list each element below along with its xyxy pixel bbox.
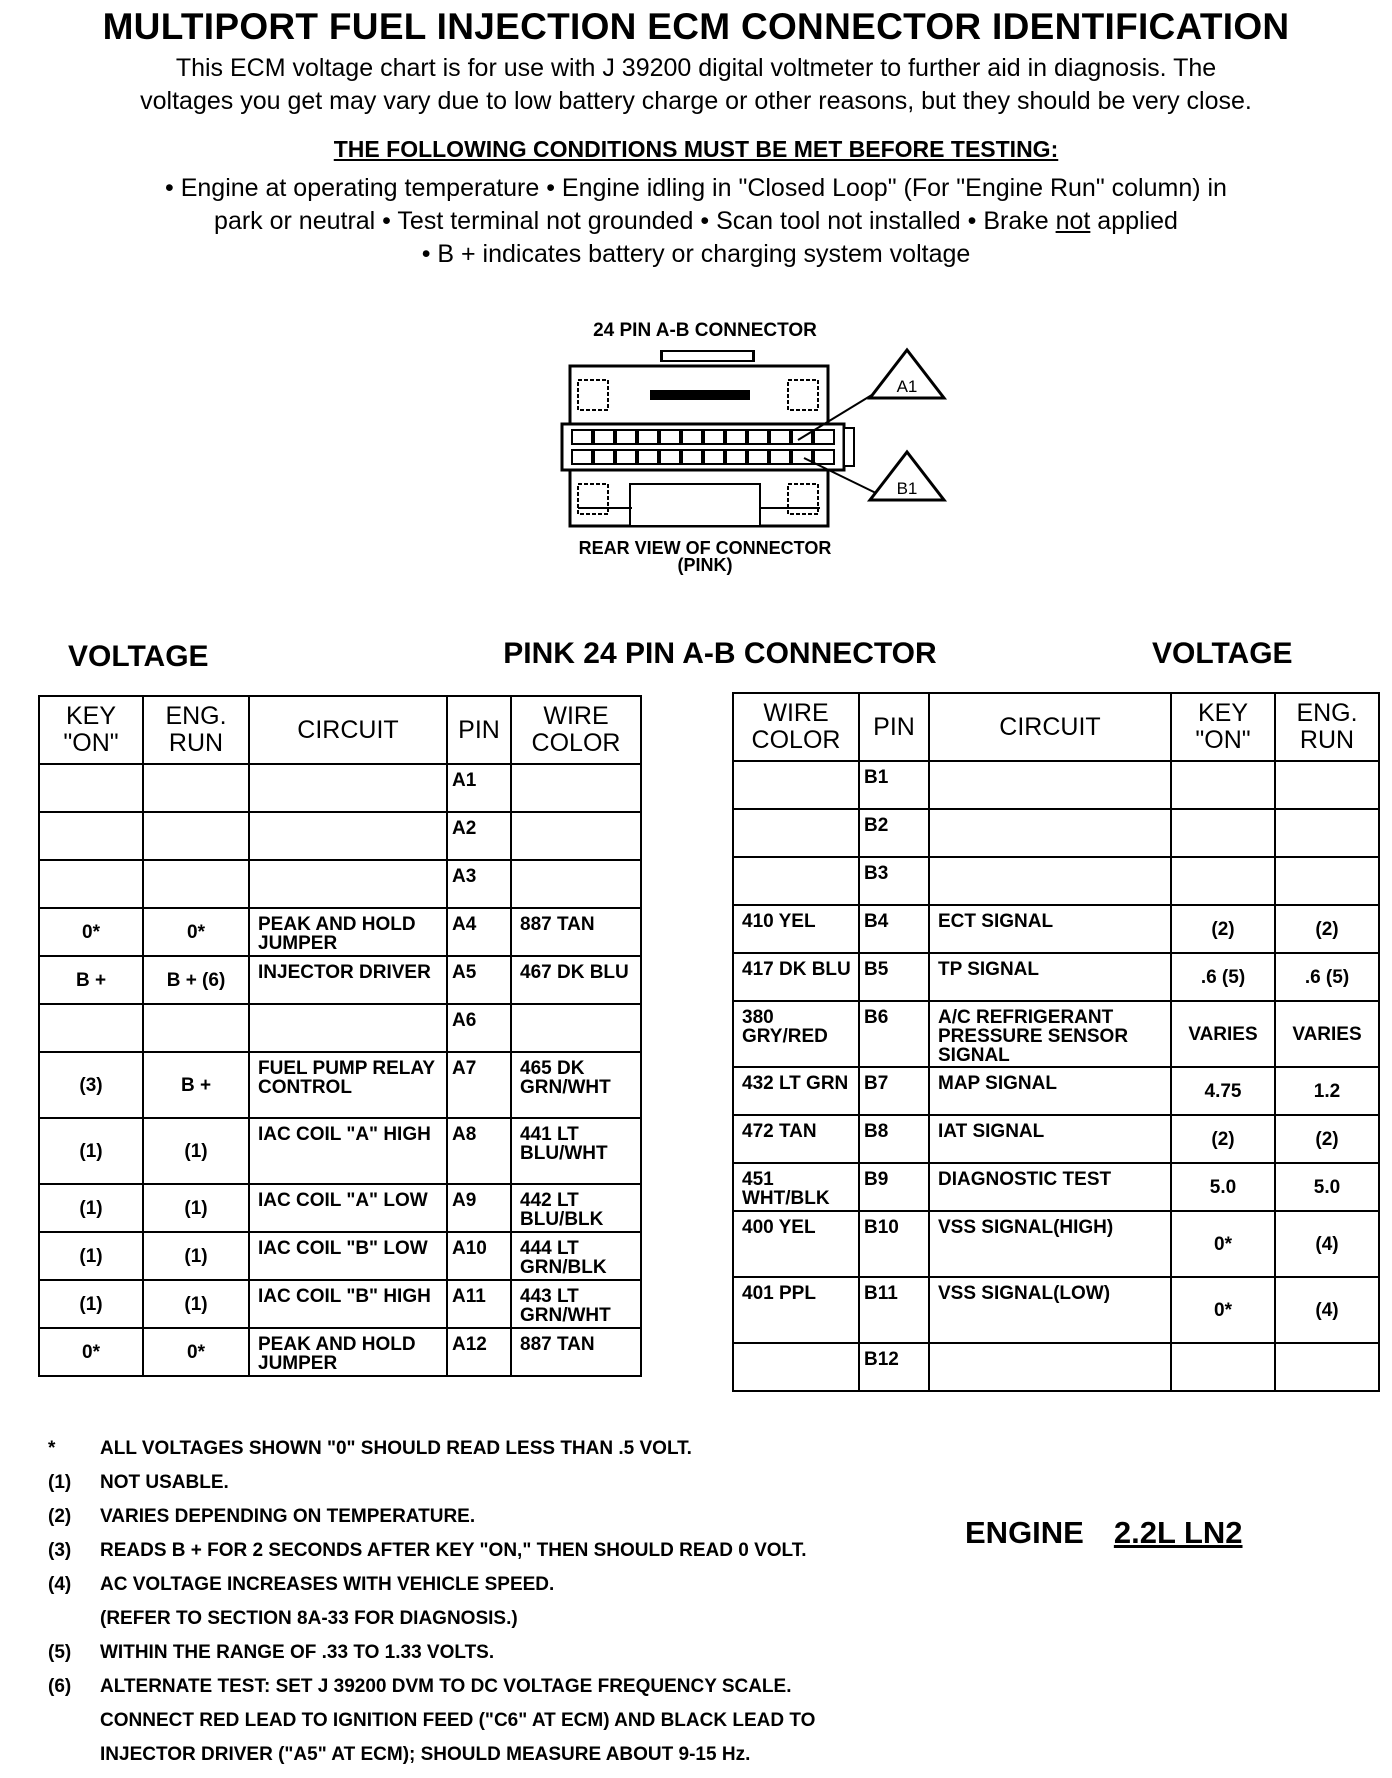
footnote xyxy=(48,1636,928,1670)
cell-circuit: IAT SIGNAL xyxy=(929,1115,1171,1163)
cell-wire-color xyxy=(733,1343,859,1391)
cell-wire-color: 410 YEL xyxy=(733,905,859,953)
cell-pin: B9 xyxy=(859,1163,929,1211)
table-row xyxy=(39,1280,641,1328)
cell-key-on: 0* xyxy=(39,1328,143,1376)
cell-circuit xyxy=(929,761,1171,809)
cell-pin: A2 xyxy=(447,812,511,860)
cell-eng-run xyxy=(143,764,249,812)
section-voltage-right: VOLTAGE xyxy=(1152,637,1293,670)
footnote xyxy=(48,1432,928,1466)
cell-circuit: A/C REFRIGERANT PRESSURE SENSOR SIGNAL xyxy=(929,1001,1171,1067)
table-header-row xyxy=(733,693,1379,761)
cell-eng-run xyxy=(1275,761,1379,809)
cell-eng-run: (1) xyxy=(143,1280,249,1328)
cell-wire-color: 465 DK GRN/WHT xyxy=(511,1052,641,1118)
cell-key-on: 5.0 xyxy=(1171,1163,1275,1211)
cell-eng-run: B + xyxy=(143,1052,249,1118)
cell-circuit: MAP SIGNAL xyxy=(929,1067,1171,1115)
cell-wire-color: 432 LT GRN xyxy=(733,1067,859,1115)
cell-pin: B4 xyxy=(859,905,929,953)
connector-caption-line-2: (PINK) xyxy=(677,555,733,575)
header-pin: PIN xyxy=(447,696,511,764)
footnote-marker: (1) xyxy=(48,1472,72,1493)
cell-wire-color: 442 LT BLU/BLK xyxy=(511,1184,641,1232)
cell-circuit: FUEL PUMP RELAY CONTROL xyxy=(249,1052,447,1118)
cell-key-on xyxy=(39,860,143,908)
cell-circuit: PEAK AND HOLD JUMPER xyxy=(249,908,447,956)
footnote-marker: (3) xyxy=(48,1540,72,1561)
table-row xyxy=(733,857,1379,905)
cell-pin: A4 xyxy=(447,908,511,956)
cell-eng-run xyxy=(1275,809,1379,857)
cell-eng-run: (1) xyxy=(143,1232,249,1280)
table-row xyxy=(733,1001,1379,1067)
cell-circuit: IAC COIL "A" LOW xyxy=(249,1184,447,1232)
header-eng-run: ENG. RUN xyxy=(143,696,249,764)
cell-wire-color xyxy=(511,812,641,860)
footnote-text: (REFER TO SECTION 8A-33 FOR DIAGNOSIS.) xyxy=(100,1608,518,1629)
cell-pin: A8 xyxy=(447,1118,511,1184)
header-key-on: KEY "ON" xyxy=(1171,693,1275,761)
cell-pin: A1 xyxy=(447,764,511,812)
cell-pin: B12 xyxy=(859,1343,929,1391)
conditions-list xyxy=(20,172,1372,271)
right-pin-table xyxy=(732,692,1380,1392)
cell-circuit: INJECTOR DRIVER xyxy=(249,956,447,1004)
footnotes xyxy=(48,1432,928,1772)
marker-a1-label: A1 xyxy=(896,377,918,396)
cell-pin: A12 xyxy=(447,1328,511,1376)
cell-pin: B8 xyxy=(859,1115,929,1163)
cell-pin: A7 xyxy=(447,1052,511,1118)
cell-pin: B3 xyxy=(859,857,929,905)
pin-row-b xyxy=(572,450,834,464)
cell-circuit xyxy=(929,1343,1171,1391)
condition-line-3: • B + indicates battery or charging system voltage xyxy=(421,240,971,268)
cell-pin: B6 xyxy=(859,1001,929,1067)
cell-key-on: (1) xyxy=(39,1280,143,1328)
table-row xyxy=(39,1184,641,1232)
table-row xyxy=(39,1004,641,1052)
header-circuit: CIRCUIT xyxy=(249,696,447,764)
footnote xyxy=(48,1466,928,1500)
cell-wire-color xyxy=(733,809,859,857)
footnote-marker: (5) xyxy=(48,1642,72,1663)
cell-key-on: (1) xyxy=(39,1232,143,1280)
cell-circuit: TP SIGNAL xyxy=(929,953,1171,1001)
cell-pin: B11 xyxy=(859,1277,929,1343)
pin-row-a xyxy=(572,430,834,444)
table-row xyxy=(39,1328,641,1376)
footnote-marker: * xyxy=(48,1438,56,1459)
cell-eng-run xyxy=(143,860,249,908)
cell-wire-color xyxy=(733,761,859,809)
cell-eng-run: B + (6) xyxy=(143,956,249,1004)
footnote-text: VARIES DEPENDING ON TEMPERATURE. xyxy=(100,1506,476,1527)
footnote xyxy=(48,1602,928,1636)
cell-eng-run: (4) xyxy=(1275,1211,1379,1277)
connector-title: 24 PIN A-B CONNECTOR xyxy=(593,320,817,341)
footnote-text: READS B + FOR 2 SECONDS AFTER KEY "ON," THEN SHOULD READ 0 VOLT. xyxy=(100,1540,807,1561)
cell-key-on: (1) xyxy=(39,1184,143,1232)
footnote-marker: (4) xyxy=(48,1574,72,1595)
condition-text: park or neutral • Test terminal not grounded • Scan tool not installed • Brake xyxy=(214,207,1056,235)
header-pin: PIN xyxy=(859,693,929,761)
cell-wire-color: 472 TAN xyxy=(733,1115,859,1163)
cell-wire-color: 380 GRY/RED xyxy=(733,1001,859,1067)
cell-key-on xyxy=(1171,1343,1275,1391)
header-circuit: CIRCUIT xyxy=(929,693,1171,761)
table-row xyxy=(733,1163,1379,1211)
cell-circuit xyxy=(249,1004,447,1052)
marker-b1-label: B1 xyxy=(896,479,918,498)
header-eng-run: ENG. RUN xyxy=(1275,693,1379,761)
table-row xyxy=(733,1343,1379,1391)
table-row xyxy=(733,1211,1379,1277)
cell-circuit: ECT SIGNAL xyxy=(929,905,1171,953)
cell-wire-color: 887 TAN xyxy=(511,1328,641,1376)
cell-pin: A11 xyxy=(447,1280,511,1328)
footnote-marker: (6) xyxy=(48,1676,72,1697)
cell-circuit: DIAGNOSTIC TEST xyxy=(929,1163,1171,1211)
cell-circuit: VSS SIGNAL(HIGH) xyxy=(929,1211,1171,1277)
cell-key-on: 0* xyxy=(1171,1211,1275,1277)
footnote xyxy=(48,1500,928,1534)
cell-pin: A3 xyxy=(447,860,511,908)
condition-emphasis: not xyxy=(1055,207,1091,235)
table-row xyxy=(39,908,641,956)
cell-circuit xyxy=(249,812,447,860)
cell-circuit: IAC COIL "A" HIGH xyxy=(249,1118,447,1184)
footnote-text: NOT USABLE. xyxy=(100,1472,229,1493)
cell-pin: B2 xyxy=(859,809,929,857)
intro-text xyxy=(20,52,1372,118)
cell-key-on: 0* xyxy=(39,908,143,956)
cell-wire-color: 441 LT BLU/WHT xyxy=(511,1118,641,1184)
cell-eng-run: VARIES xyxy=(1275,1001,1379,1067)
engine-label-text: ENGINE xyxy=(965,1515,1084,1550)
header-wire-color: WIRE COLOR xyxy=(733,693,859,761)
footnote xyxy=(48,1738,928,1772)
cell-pin: A9 xyxy=(447,1184,511,1232)
cell-circuit: PEAK AND HOLD JUMPER xyxy=(249,1328,447,1376)
footnote xyxy=(48,1568,928,1602)
intro-line-2: voltages you get may vary due to low battery charge or other reasons, but they should be very close. xyxy=(140,87,1252,115)
header-wire-color: WIRE COLOR xyxy=(511,696,641,764)
condition-line-2 xyxy=(20,205,1372,238)
cell-wire-color: 451 WHT/BLK xyxy=(733,1163,859,1211)
footnote xyxy=(48,1670,928,1704)
cell-key-on: B + xyxy=(39,956,143,1004)
cell-eng-run: (2) xyxy=(1275,1115,1379,1163)
table-row xyxy=(39,764,641,812)
condition-text: applied xyxy=(1090,207,1178,235)
cell-wire-color xyxy=(511,860,641,908)
cell-eng-run: (1) xyxy=(143,1118,249,1184)
cell-key-on: 0* xyxy=(1171,1277,1275,1343)
footnote-text: INJECTOR DRIVER ("A5" AT ECM); SHOULD MEASURE ABOUT 9-15 Hz. xyxy=(100,1744,751,1765)
cell-pin: B10 xyxy=(859,1211,929,1277)
cell-key-on: .6 (5) xyxy=(1171,953,1275,1001)
cell-eng-run: 0* xyxy=(143,908,249,956)
cell-circuit xyxy=(249,764,447,812)
cell-eng-run: 0* xyxy=(143,1328,249,1376)
section-connector: PINK 24 PIN A-B CONNECTOR xyxy=(503,637,937,670)
cell-pin: B7 xyxy=(859,1067,929,1115)
cell-eng-run xyxy=(1275,857,1379,905)
cell-wire-color: 443 LT GRN/WHT xyxy=(511,1280,641,1328)
cell-circuit xyxy=(929,809,1171,857)
cell-key-on: 4.75 xyxy=(1171,1067,1275,1115)
footnote-text: WITHIN THE RANGE OF .33 TO 1.33 VOLTS. xyxy=(100,1642,495,1663)
engine-value: 2.2L LN2 xyxy=(1113,1515,1243,1550)
cell-key-on xyxy=(39,764,143,812)
cell-key-on: (2) xyxy=(1171,1115,1275,1163)
cell-key-on xyxy=(39,1004,143,1052)
cell-pin: A6 xyxy=(447,1004,511,1052)
header-key-on: KEY "ON" xyxy=(39,696,143,764)
footnote-text: AC VOLTAGE INCREASES WITH VEHICLE SPEED. xyxy=(100,1574,555,1595)
table-row xyxy=(733,1277,1379,1343)
conditions-heading: THE FOLLOWING CONDITIONS MUST BE MET BEFORE TESTING: xyxy=(333,136,1059,162)
connector-diagram xyxy=(550,340,950,540)
table-row xyxy=(39,1052,641,1118)
connector-caption-line-1: REAR VIEW OF CONNECTOR xyxy=(578,538,832,558)
table-row xyxy=(39,812,641,860)
cell-circuit: IAC COIL "B" HIGH xyxy=(249,1280,447,1328)
cell-pin: B1 xyxy=(859,761,929,809)
cell-key-on xyxy=(39,812,143,860)
footnote xyxy=(48,1704,928,1738)
cell-circuit: IAC COIL "B" LOW xyxy=(249,1232,447,1280)
cell-key-on: (1) xyxy=(39,1118,143,1184)
cell-wire-color xyxy=(733,857,859,905)
cell-wire-color: 887 TAN xyxy=(511,908,641,956)
cell-key-on xyxy=(1171,809,1275,857)
cell-pin: A5 xyxy=(447,956,511,1004)
cell-eng-run xyxy=(143,1004,249,1052)
cell-key-on: (3) xyxy=(39,1052,143,1118)
cell-wire-color: 401 PPL xyxy=(733,1277,859,1343)
cell-eng-run: (4) xyxy=(1275,1277,1379,1343)
footnote-text: ALTERNATE TEST: SET J 39200 DVM TO DC VOLTAGE FREQUENCY SCALE. xyxy=(100,1676,792,1697)
footnote-text: ALL VOLTAGES SHOWN "0" SHOULD READ LESS THAN .5 VOLT. xyxy=(100,1438,692,1459)
footnote xyxy=(48,1534,928,1568)
cell-wire-color xyxy=(511,764,641,812)
table-row xyxy=(39,956,641,1004)
table-row xyxy=(733,761,1379,809)
cell-key-on: VARIES xyxy=(1171,1001,1275,1067)
table-row xyxy=(733,1067,1379,1115)
cell-eng-run: 5.0 xyxy=(1275,1163,1379,1211)
cell-eng-run: 1.2 xyxy=(1275,1067,1379,1115)
table-row xyxy=(39,1118,641,1184)
footnote-marker: (2) xyxy=(48,1506,72,1527)
table-row xyxy=(39,860,641,908)
page-title: MULTIPORT FUEL INJECTION ECM CONNECTOR IDENTIFICATION xyxy=(102,6,1290,47)
cell-key-on xyxy=(1171,857,1275,905)
cell-wire-color: 444 LT GRN/BLK xyxy=(511,1232,641,1280)
cell-pin: A10 xyxy=(447,1232,511,1280)
table-row xyxy=(733,905,1379,953)
table-row xyxy=(733,953,1379,1001)
engine-label xyxy=(965,1515,1243,1551)
cell-circuit xyxy=(929,857,1171,905)
cell-eng-run: .6 (5) xyxy=(1275,953,1379,1001)
section-voltage-left: VOLTAGE xyxy=(68,640,209,673)
cell-key-on xyxy=(1171,761,1275,809)
cell-wire-color: 400 YEL xyxy=(733,1211,859,1277)
cell-wire-color: 467 DK BLU xyxy=(511,956,641,1004)
cell-circuit xyxy=(249,860,447,908)
left-pin-table xyxy=(38,695,642,1377)
condition-line-1: • Engine at operating temperature • Engine idling in "Closed Loop" (For "Engine Run" column) in xyxy=(165,174,1227,202)
table-row xyxy=(733,1115,1379,1163)
cell-wire-color xyxy=(511,1004,641,1052)
table-row xyxy=(733,809,1379,857)
cell-eng-run xyxy=(143,812,249,860)
intro-line-1: This ECM voltage chart is for use with J 39200 digital voltmeter to further aid in diagnosis. The xyxy=(175,54,1217,82)
cell-eng-run xyxy=(1275,1343,1379,1391)
cell-eng-run: (2) xyxy=(1275,905,1379,953)
cell-pin: B5 xyxy=(859,953,929,1001)
connector-caption xyxy=(480,540,930,574)
footnote-text: CONNECT RED LEAD TO IGNITION FEED ("C6" AT ECM) AND BLACK LEAD TO xyxy=(100,1710,816,1731)
table-header-row xyxy=(39,696,641,764)
cell-wire-color: 417 DK BLU xyxy=(733,953,859,1001)
cell-circuit: VSS SIGNAL(LOW) xyxy=(929,1277,1171,1343)
cell-eng-run: (1) xyxy=(143,1184,249,1232)
table-row xyxy=(39,1232,641,1280)
cell-key-on: (2) xyxy=(1171,905,1275,953)
